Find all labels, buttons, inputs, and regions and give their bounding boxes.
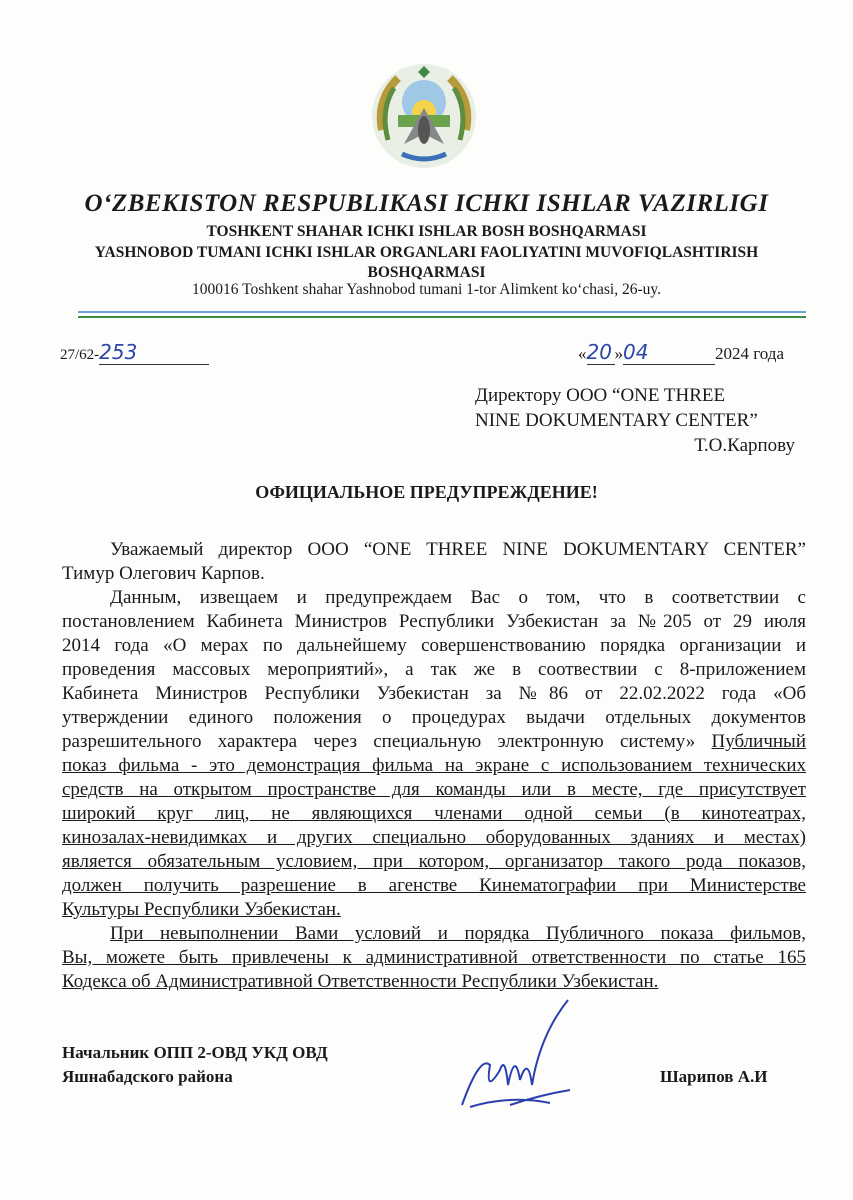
reference-handwritten-number: 253 bbox=[99, 340, 209, 365]
header-divider-green bbox=[78, 316, 806, 318]
document-title: ОФИЦИАЛЬНОЕ ПРЕДУПРЕЖДЕНИЕ! bbox=[255, 482, 598, 502]
date-quote-open: « bbox=[578, 344, 587, 363]
handwritten-signature bbox=[450, 995, 580, 1125]
body-underlined-text: При невыполнении Вами условий и порядка Публичного показа фильмов, bbox=[110, 923, 806, 944]
body-line bbox=[62, 850, 806, 874]
date-year: 2024 года bbox=[715, 344, 785, 363]
header-divider-blue bbox=[78, 311, 806, 313]
body-line bbox=[62, 610, 806, 634]
signatory-name: Шарипов А.И bbox=[660, 1067, 768, 1086]
body-underlined-text: Вы, можете быть привлечены к административной ответственности по статье 165 bbox=[62, 947, 806, 968]
addressee-name: Т.О.Карпову bbox=[694, 435, 795, 456]
body-text: Данным, извещаем и предупреждаем Вас о том, что в соответствии с bbox=[110, 587, 806, 608]
body-line bbox=[62, 898, 806, 922]
body-line bbox=[62, 874, 806, 898]
addressee-line-1: Директору ООО “ONE THREE bbox=[475, 385, 726, 406]
body-line bbox=[62, 562, 806, 586]
ministry-title: O‘ZBEKISTON RESPUBLIKASI ICHKI ISHLAR VAZIRLIGI bbox=[84, 190, 769, 217]
body-underlined-text: показ фильма - это демонстрация фильма на экране с использованием технических bbox=[62, 755, 806, 776]
body-text: проведения массовых мероприятий», а так же в соотвествии с 8-приложением bbox=[62, 659, 806, 680]
state-emblem bbox=[368, 60, 480, 172]
body-underlined-text: Кодекса об Административной Ответственности Республики Узбекистан. bbox=[62, 971, 659, 992]
body-underlined-text: Публичный bbox=[711, 731, 806, 752]
body-line bbox=[62, 826, 806, 850]
date-month: 04 bbox=[623, 340, 715, 365]
body-line bbox=[62, 946, 806, 970]
body-underlined-text: кинозалах-невидимках и других специально оборудованных зданиях и местах) bbox=[62, 827, 806, 848]
signatory-position bbox=[62, 1041, 328, 1089]
body-line bbox=[62, 634, 806, 658]
body-line bbox=[62, 778, 806, 802]
body-line bbox=[62, 706, 806, 730]
body-text: разрешительного характера через специальную электронную систему» bbox=[62, 731, 712, 752]
body-line bbox=[62, 922, 806, 946]
body-line bbox=[62, 730, 806, 754]
body-line bbox=[62, 754, 806, 778]
addressee-line-2: NINE DOKUMENTARY CENTER” bbox=[475, 410, 758, 431]
body-line bbox=[62, 586, 806, 610]
body-underlined-text: должен получить разрешение в агенстве Кинематографии при Министерстве bbox=[62, 875, 806, 896]
body-line bbox=[62, 682, 806, 706]
position-line-2: Яшнабадского района bbox=[62, 1067, 233, 1086]
body-line bbox=[62, 538, 806, 562]
reference-number bbox=[60, 340, 209, 365]
body-text: постановлением Кабинета Министров Республики Узбекистан за №205 от 29 июля bbox=[62, 611, 806, 632]
position-line-1: Начальник ОПП 2-ОВД УКД ОВД bbox=[62, 1043, 328, 1062]
body-line bbox=[62, 970, 806, 994]
department-line-1: TOSHKENT SHAHAR ICHKI ISHLAR BOSH BOSHQARMASI bbox=[206, 223, 647, 240]
document-date bbox=[578, 340, 784, 365]
body-underlined-text: Культуры Республики Узбекистан. bbox=[62, 899, 341, 920]
body-text: Кабинета Министров Республики Узбекистан за №86 от 22.02.2022 года «Об bbox=[62, 683, 806, 704]
body-text: Тимур Олегович Карпов. bbox=[62, 563, 265, 584]
body-underlined-text: является обязательным условием, при котором, организатор такого рода показов, bbox=[62, 851, 806, 872]
body-underlined-text: средств на открытом пространстве для команды или в месте, где присутствует bbox=[62, 779, 806, 800]
date-quote-close: » bbox=[614, 344, 623, 363]
body-text: 2014 года «О мерах по дальнейшему совершенствованию порядка организации и bbox=[62, 635, 806, 656]
body-line bbox=[62, 658, 806, 682]
letter-body bbox=[62, 538, 806, 994]
date-day: 20 bbox=[587, 340, 615, 365]
department-line-3: BOSHQARMASI bbox=[367, 264, 486, 281]
body-text: утверждении единого положения о процедурах выдачи отдельных документов bbox=[62, 707, 806, 728]
office-address: 100016 Toshkent shahar Yashnobod tumani 1-tor Alimkent ko‘chasi, 26-uy. bbox=[191, 281, 662, 298]
body-text: Уважаемый директор ООО “ONE THREE NINE DOKUMENTARY CENTER” bbox=[110, 539, 806, 560]
body-underlined-text: широкий круг лиц, не являющихся членами одной семьи (в кинотеатрах, bbox=[62, 803, 806, 824]
department-line-2: YASHNOBOD TUMANI ICHKI ISHLAR ORGANLARI FAOLIYATINI MUVOFIQLASHTIRISH bbox=[94, 244, 759, 261]
body-line bbox=[62, 802, 806, 826]
reference-prefix: 27/62- bbox=[60, 347, 100, 363]
